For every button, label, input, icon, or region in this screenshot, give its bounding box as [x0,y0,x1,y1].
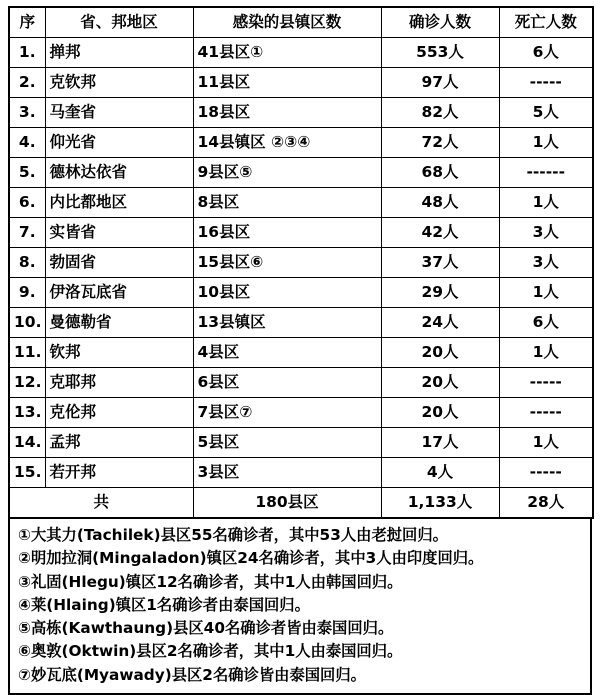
cell-confirmed: 17人 [381,428,499,458]
footnote-item: ③礼固(Hlegu)镇区12名确诊者，其中1人由韩国回归。 [18,572,403,591]
cell-index: 9. [9,278,45,308]
table-row [9,308,593,338]
cell-deaths: 6人 [499,38,593,68]
cell-counties: 3县区 [193,458,381,488]
cell-counties: 9县区⑤ [193,158,381,188]
cell-index: 2. [9,68,45,98]
table-row [9,458,593,488]
cell-counties: 14县镇区 ②③④ [193,128,381,158]
cell-confirmed: 20人 [381,398,499,428]
cell-counties: 7县区⑦ [193,398,381,428]
cell-confirmed: 20人 [381,338,499,368]
cell-counties: 15县区⑥ [193,248,381,278]
cell-counties: 41县区① [193,38,381,68]
cell-deaths: ----- [499,398,593,428]
cell-deaths: 5人 [499,98,593,128]
column-header-counties: 感染的县镇区数 [193,7,381,38]
table-row [9,128,593,158]
cell-region: 孟邦 [45,428,193,458]
footnote-item: ⑦妙瓦底(Myawady)县区2名确诊皆由泰国回归。 [18,665,366,684]
footnote-item: ④莱(Hlaing)镇区1名确诊者由泰国回归。 [18,595,310,614]
cell-confirmed: 82人 [381,98,499,128]
cell-counties: 11县区 [193,68,381,98]
cell-index: 12. [9,368,45,398]
cell-index: 8. [9,248,45,278]
cell-counties: 16县区 [193,218,381,248]
cell-total-deaths: 28人 [499,488,593,519]
table-header [9,7,593,38]
cell-index: 10. [9,308,45,338]
cell-region: 勃固省 [45,248,193,278]
cell-region: 曼德勒省 [45,308,193,338]
cell-deaths: 3人 [499,218,593,248]
table-row [9,68,593,98]
cell-deaths: 1人 [499,338,593,368]
cell-deaths: 1人 [499,278,593,308]
cell-counties: 5县区 [193,428,381,458]
cell-region: 钦邦 [45,338,193,368]
cell-confirmed: 68人 [381,158,499,188]
cell-index: 5. [9,158,45,188]
cell-region: 克耶邦 [45,368,193,398]
cell-deaths: ----- [499,458,593,488]
table-header-row [9,7,593,38]
cell-deaths: ----- [499,368,593,398]
cell-deaths: 1人 [499,428,593,458]
cell-deaths: 6人 [499,308,593,338]
infection-statistics-table [8,6,594,519]
cell-confirmed: 20人 [381,368,499,398]
table-row [9,338,593,368]
cell-region: 仰光省 [45,128,193,158]
footnote-item: ②明加拉洞(Mingaladon)镇区24名确诊者，其中3人由印度回归。 [18,549,484,568]
cell-index: 11. [9,338,45,368]
cell-index: 3. [9,98,45,128]
column-header-index: 序 [9,7,45,38]
table-row [9,218,593,248]
column-header-confirmed: 确诊人数 [381,7,499,38]
table-row [9,278,593,308]
cell-region: 克钦邦 [45,68,193,98]
cell-counties: 6县区 [193,368,381,398]
cell-region: 德林达依省 [45,158,193,188]
cell-confirmed: 42人 [381,218,499,248]
cell-region: 马奎省 [45,98,193,128]
cell-region: 若开邦 [45,458,193,488]
cell-deaths: 1人 [499,128,593,158]
table-row [9,38,593,68]
cell-total-label: 共 [9,488,193,519]
table-total-row [9,488,593,519]
cell-total-counties: 180县区 [193,488,381,519]
table-row [9,188,593,218]
table-row [9,98,593,128]
cell-counties: 4县区 [193,338,381,368]
cell-region: 内比都地区 [45,188,193,218]
cell-confirmed: 37人 [381,248,499,278]
cell-index: 6. [9,188,45,218]
cell-confirmed: 97人 [381,68,499,98]
cell-index: 7. [9,218,45,248]
cell-index: 13. [9,398,45,428]
table-row [9,158,593,188]
cell-index: 1. [9,38,45,68]
footnotes-block [8,519,592,695]
cell-confirmed: 553人 [381,38,499,68]
cell-counties: 13县镇区 [193,308,381,338]
footnote-item: ⑤高栋(Kawthaung)县区40名确诊者皆由泰国回归。 [18,619,394,637]
column-header-deaths: 死亡人数 [499,7,593,38]
cell-region: 实皆省 [45,218,193,248]
cell-region: 掸邦 [45,38,193,68]
footnote-item: ①大其力(Tachilek)县区55名确诊者，其中53人由老挝回归。 [18,526,448,544]
cell-deaths: ------ [499,158,593,188]
table-body [9,38,593,519]
table-row [9,248,593,278]
cell-confirmed: 48人 [381,188,499,218]
cell-confirmed: 4人 [381,458,499,488]
cell-counties: 10县区 [193,278,381,308]
cell-deaths: 1人 [499,188,593,218]
footnote-item: ⑥奥敦(Oktwin)县区2名确诊者，其中1人由泰国回归。 [18,642,403,661]
cell-counties: 8县区 [193,188,381,218]
cell-index: 14. [9,428,45,458]
cell-region: 伊洛瓦底省 [45,278,193,308]
column-header-region: 省、邦地区 [45,7,193,38]
cell-deaths: 3人 [499,248,593,278]
cell-index: 4. [9,128,45,158]
table-row [9,428,593,458]
cell-confirmed: 29人 [381,278,499,308]
table-row [9,398,593,428]
cell-index: 15. [9,458,45,488]
cell-total-confirmed: 1,133人 [381,488,499,519]
cell-confirmed: 24人 [381,308,499,338]
cell-deaths: ----- [499,68,593,98]
cell-counties: 18县区 [193,98,381,128]
table-row [9,368,593,398]
cell-confirmed: 72人 [381,128,499,158]
cell-region: 克伦邦 [45,398,193,428]
